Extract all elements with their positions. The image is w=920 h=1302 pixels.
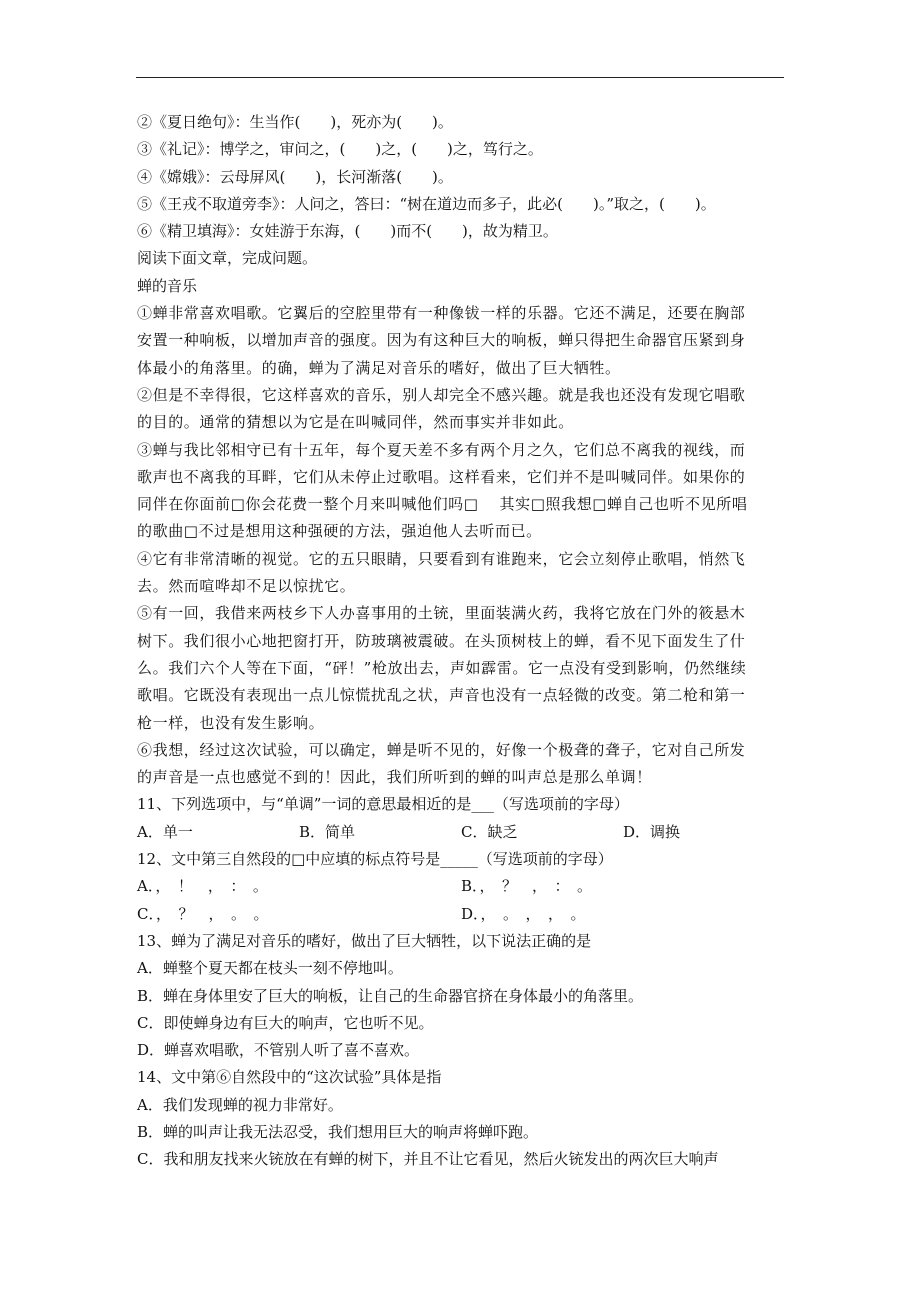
option-b: B．， ？ ， ： 。 — [461, 877, 593, 896]
paragraph-line: ②但是不幸得很，它这样喜欢的音乐，别人却完全不感兴趣。就是我也还没有发现它唱歌 — [137, 385, 746, 404]
question-stem: 14、文中第⑥自然段中的“这次试验”具体是指 — [137, 1068, 442, 1087]
option-b: B．蝉的叫声让我无法忍受，我们想用巨大的响声将蝉吓跑。 — [137, 1122, 539, 1141]
paragraph-line: 体最小的角落里。的确，蝉为了满足对音乐的嗜好，做出了巨大牺牲。 — [137, 358, 621, 377]
option-a: A．， ！ ， ： 。 — [137, 877, 268, 896]
article-paragraph-2 — [137, 382, 785, 437]
question-stem: 11、下列选项中，与“单调”一词的意思最相近的是___（写选项前的字母） — [137, 795, 629, 814]
option-b: B．蝉在身体里安了巨大的响板，让自己的生命器官挤在身体最小的角落里。 — [137, 986, 644, 1005]
poem-line: ②《夏日绝句》：生当作( )，死亦为( )。 — [137, 113, 453, 131]
paragraph-line: 枪一样，也没有发生影响。 — [137, 713, 325, 732]
paragraph-line: 歌声也不离我的耳畔，它们从未停止过歌唱。这样看来，它们并不是叫喊同伴。如果你的 — [137, 467, 746, 486]
paragraph-line: 的目的。通常的猜想以为它是在叫喊同伴，然而事实并非如此。 — [137, 413, 574, 432]
question-options — [137, 901, 785, 928]
poem-line: ④《嫦娥》：云母屏风( )，长河渐落( )。 — [137, 167, 453, 186]
question-stem: 12、文中第三自然段的□中应填的标点符号是_____（写选项前的字母） — [137, 850, 613, 869]
question-13 — [137, 928, 785, 1064]
article-paragraph-3 — [137, 437, 785, 546]
paragraph-line: 么。我们六个人等在下面，“砰！”枪放出去，声如霹雷。它一点没有受到影响，仍然继续 — [137, 658, 747, 677]
question-12 — [137, 846, 785, 928]
poem-line: ③《礼记》：博学之，审问之，( )之，( )之，笃行之。 — [137, 140, 543, 159]
paragraph-line: ⑥我想，经过这次试验，可以确定，蝉是听不见的，好像一个极聋的聋子，它对自己所发 — [137, 740, 746, 759]
paragraph-line: ④它有非常清晰的视觉。它的五只眼睛，只要看到有谁跑来，它会立刻停止歌唱，悄然飞 — [137, 549, 746, 568]
option-a: A．蝉整个夏天都在枝头一刻不停地叫。 — [137, 959, 403, 978]
paragraph-line: 的声音是一点也感觉不到的！因此，我们所听到的蝉的叫声总是那么单调！ — [137, 768, 652, 787]
article-paragraph-1 — [137, 300, 785, 382]
option-a: A．我们发现蝉的视力非常好。 — [137, 1095, 343, 1114]
paragraph-line: 安置一种响板，以增加声音的强度。因为有这种巨大的响板，蝉只得把生命器官压紧到身 — [137, 331, 746, 350]
article-title: 蝉的音乐 — [137, 276, 198, 295]
option-d: D．， 。 ， ， 。 — [461, 904, 586, 923]
option-c: C．即使蝉身边有巨大的响声，它也听不见。 — [137, 1013, 434, 1032]
option-d: D．蝉喜欢唱歌，不管别人听了喜不喜欢。 — [137, 1041, 420, 1060]
paragraph-line: 歌唱。它既没有表现出一点儿惊慌扰乱之状，声音也没有一点轻微的改变。第二枪和第一 — [137, 686, 746, 705]
option-c: C．我和朋友找来火铳放在有蝉的树下，并且不让它看见，然后火铳发出的两次巨大响声 — [137, 1150, 719, 1169]
article-paragraph-5 — [137, 600, 785, 736]
paragraph-line: ⑤有一回，我借来两枝乡下人办喜事用的土铳，里面装满火药，我将它放在门外的筱悬木 — [137, 604, 746, 623]
question-options — [137, 873, 785, 900]
paragraph-line: 去。然而喧哗却不足以惊扰它。 — [137, 577, 356, 596]
poem-line: ⑥《精卫填海》：女娃游于东海，( )而不( )，故为精卫。 — [137, 222, 558, 241]
article-paragraph-4 — [137, 546, 785, 601]
paragraph-line: ③蝉与我比邻相守已有十五年，每个夏天差不多有两个月之久，它们总不离我的视线，而 — [137, 440, 746, 459]
paragraph-line: 同伴在你面前□你会花费一整个月来叫喊他们吗□ 其实□照我想□蝉自己也听不见所唱 — [137, 495, 748, 514]
option-d: D．调换 — [623, 822, 681, 841]
reading-intro: 阅读下面文章，完成问题。 — [137, 249, 318, 268]
paragraph-line: ①蝉非常喜欢唱歌。它翼后的空腔里带有一种像钹一样的乐器。它还不满足，还要在胸部 — [137, 304, 746, 323]
option-a: A．单一 — [137, 822, 193, 841]
paragraph-line: 树下。我们很小心地把窗打开，防玻璃被震破。在头顶树枝上的蝉，看不见下面发生了什 — [137, 631, 746, 650]
page-content — [137, 109, 785, 1174]
poem-line: ⑤《王戎不取道旁李》：人问之，答曰：“树在道边而多子，此必( )。”取之，( )。 — [137, 194, 716, 213]
option-c: C．， ？ ， 。 。 — [137, 904, 269, 923]
question-options — [137, 819, 785, 846]
question-11 — [137, 791, 785, 846]
option-c: C．缺乏 — [461, 822, 518, 841]
paragraph-line: 的歌曲□不过是想用这种强硬的方法，强迫他人去听而已。 — [137, 522, 542, 541]
header-rule — [136, 77, 784, 78]
question-stem: 13、蝉为了满足对音乐的嗜好，做出了巨大牺牲，以下说法正确的是 — [137, 931, 592, 950]
article-paragraph-6 — [137, 737, 785, 792]
question-14 — [137, 1064, 785, 1173]
option-b: B．简单 — [299, 822, 356, 841]
